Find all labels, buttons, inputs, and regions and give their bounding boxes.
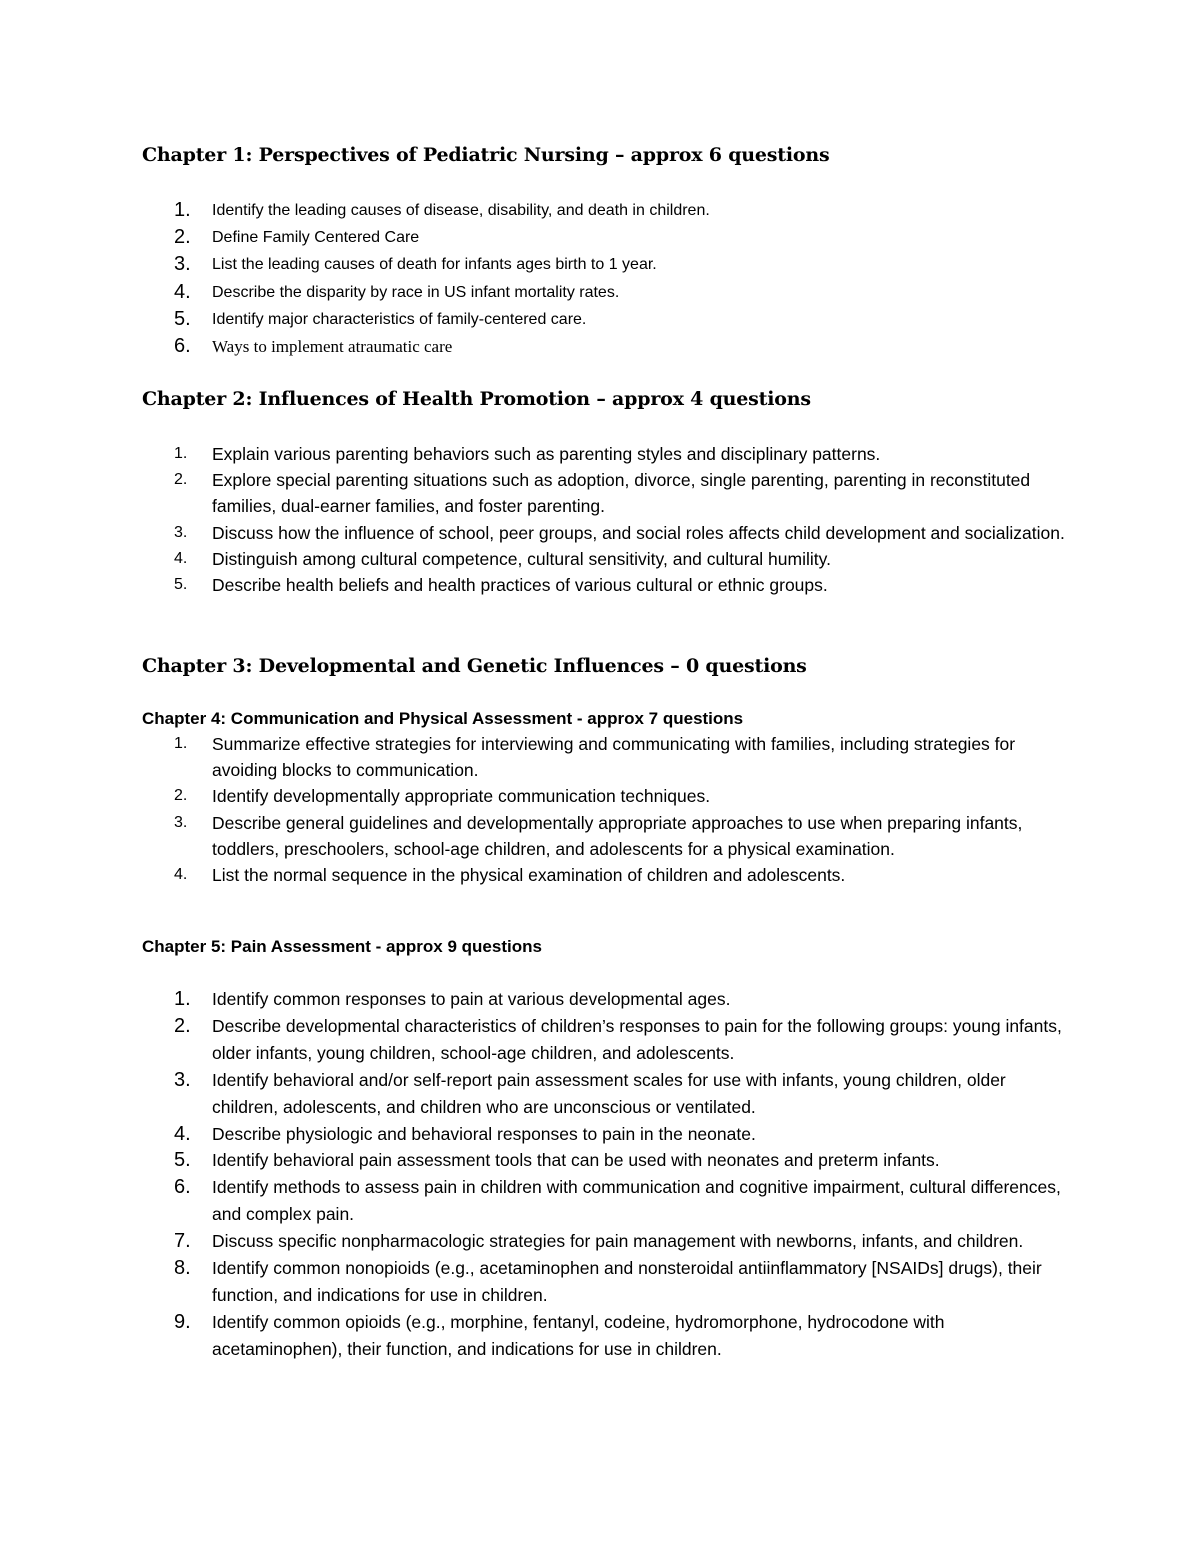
item-text: Distinguish among cultural competence, cultural sensitivity, and cultural humility.: [212, 548, 831, 569]
list-item: [142, 1121, 1072, 1148]
list-item: [142, 251, 1072, 278]
list-item: [142, 783, 1072, 809]
list-item: [142, 224, 1072, 251]
item-number: 2.: [174, 471, 188, 489]
item-number: 4.: [174, 866, 188, 884]
item-number: 5.: [174, 307, 191, 330]
item-text: List the leading causes of death for infants ages birth to 1 year.: [212, 256, 657, 274]
list-item: [142, 862, 1072, 888]
list-item: [142, 333, 1072, 361]
item-text: Explain various parenting behaviors such as parenting styles and disciplinary patterns.: [212, 444, 881, 464]
item-number: 3.: [174, 523, 188, 541]
list-item: [142, 1147, 1072, 1174]
item-text: List the normal sequence in the physical examination of children and adolescents.: [212, 865, 846, 886]
list-item: [142, 520, 1072, 546]
item-text: Discuss how the influence of school, peer groups, and social roles affects child development and socialization.: [212, 522, 1065, 543]
item-text: Identify common nonopioids (e.g., acetaminophen and nonsteroidal antiinflammatory [NSAIDs] drugs), their function, and indications for use in children.: [212, 1258, 1042, 1305]
item-number: 8.: [174, 1257, 191, 1280]
item-text: Identify common opioids (e.g., morphine, fentanyl, codeine, hydromorphone, hydrocodone with acetaminophen), their function, and indications for use in children.: [212, 1311, 945, 1359]
item-number: 4.: [174, 1122, 191, 1145]
list-item: [142, 546, 1072, 572]
item-number: 3.: [174, 1068, 191, 1091]
item-number: 7.: [174, 1230, 191, 1253]
item-number: 4.: [174, 280, 191, 303]
item-text: Identify behavioral pain assessment tools that can be used with neonates and preterm infants.: [212, 1150, 940, 1171]
item-text: Discuss specific nonpharmacologic strategies for pain management with newborns, infants, and children.: [212, 1231, 1024, 1252]
list-item: [142, 1228, 1072, 1255]
list-item: [142, 1174, 1072, 1228]
item-number: 2.: [174, 1014, 191, 1037]
item-number: 2.: [174, 787, 188, 805]
chapter-2-objectives-list: [142, 441, 1072, 598]
item-text: Describe the disparity by race in US infant mortality rates.: [212, 283, 620, 301]
chapter-2-heading: Chapter 2: Influences of Health Promotion – approx 4 questions: [142, 388, 811, 410]
item-number: 2.: [174, 226, 191, 249]
item-text: Identify common responses to pain at various developmental ages.: [212, 989, 731, 1009]
item-text: Describe physiologic and behavioral responses to pain in the neonate.: [212, 1123, 756, 1144]
list-item: [142, 810, 1072, 862]
chapter-5-objectives-list: [142, 986, 1072, 1363]
item-text: Identify methods to assess pain in children with communication and cognitive impairment, cultural differences, and complex pain.: [212, 1177, 1061, 1225]
list-item: [142, 1067, 1072, 1121]
chapter-1-heading: Chapter 1: Perspectives of Pediatric Nursing – approx 6 questions: [142, 144, 830, 166]
item-number: 6.: [174, 335, 191, 358]
list-item: [142, 731, 1072, 783]
chapter-1-objectives-list: [142, 197, 1072, 361]
list-item: [142, 1255, 1072, 1309]
item-text: Identify behavioral and/or self-report pain assessment scales for use with infants, young children, older children, adolescents, and children who are unconscious or ventilated.: [212, 1069, 1006, 1117]
item-text: Describe developmental characteristics of children’s responses to pain for the following groups: young infants, older infants, young children, school-age children, and adolescents.: [212, 1015, 1062, 1063]
list-item: [142, 306, 1072, 333]
item-number: 1.: [174, 445, 188, 462]
item-text: Ways to implement atraumatic care: [212, 337, 453, 357]
item-text: Explore special parenting situations such as adoption, divorce, single parenting, parenting in reconstituted families, dual-earner families, and foster parenting.: [212, 470, 1031, 517]
list-item: [142, 986, 1072, 1013]
item-text: Summarize effective strategies for interviewing and communicating with families, including strategies for avoiding blocks to communication.: [212, 734, 1016, 781]
item-number: 6.: [174, 1176, 191, 1199]
item-text: Define Family Centered Care: [212, 229, 420, 247]
item-text: Describe health beliefs and health practices of various cultural or ethnic groups.: [212, 575, 828, 596]
item-text: Identify developmentally appropriate communication techniques.: [212, 786, 711, 807]
chapter-3-heading: Chapter 3: Developmental and Genetic Influences – 0 questions: [142, 655, 807, 677]
item-text: Identify major characteristics of family-centered care.: [212, 310, 587, 328]
item-number: 5.: [174, 576, 188, 594]
item-text: Describe general guidelines and developmentally appropriate approaches to use when preparing infants, toddlers, preschoolers, school-age children, and adolescents for a physical examination.: [212, 812, 1023, 859]
item-number: 1.: [174, 988, 191, 1010]
list-item: [142, 467, 1072, 519]
item-number: 3.: [174, 813, 188, 831]
chapter-4-objectives-list: [142, 731, 1072, 888]
list-item: [142, 279, 1072, 306]
item-number: 1.: [174, 199, 191, 221]
item-text: Identify the leading causes of disease, disability, and death in children.: [212, 202, 710, 219]
list-item: [142, 441, 1072, 467]
list-item: [142, 1013, 1072, 1067]
list-item: [142, 197, 1072, 224]
chapter-5-heading: Chapter 5: Pain Assessment - approx 9 questions: [142, 937, 542, 956]
item-number: 4.: [174, 549, 188, 567]
item-number: 1.: [174, 735, 188, 752]
item-number: 9.: [174, 1310, 191, 1333]
list-item: [142, 572, 1072, 598]
item-number: 5.: [174, 1149, 191, 1172]
chapter-4-heading: Chapter 4: Communication and Physical Assessment - approx 7 questions: [142, 709, 744, 728]
list-item: [142, 1309, 1072, 1363]
item-number: 3.: [174, 253, 191, 276]
